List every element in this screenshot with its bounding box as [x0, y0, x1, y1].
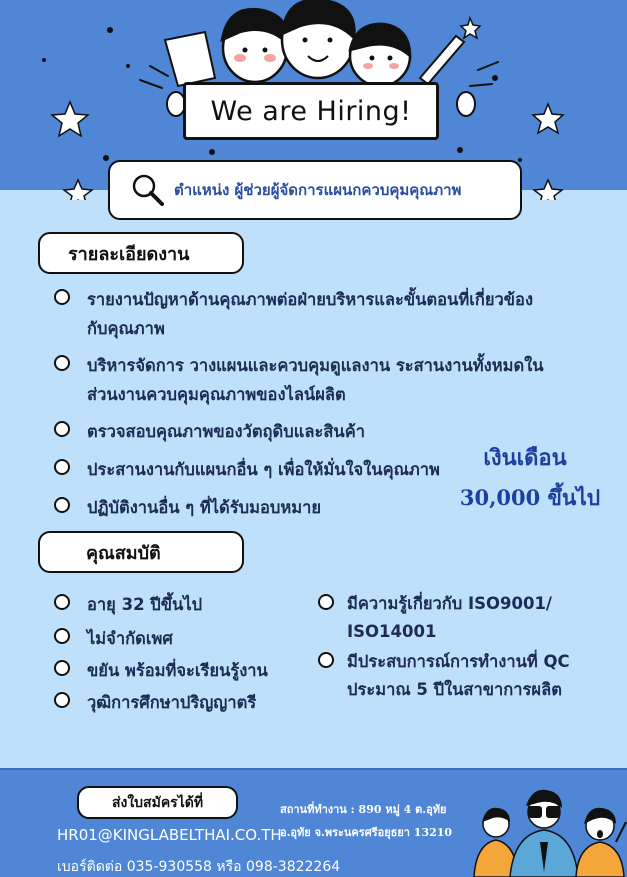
bullet-icon [54, 692, 70, 708]
qual-left-4: วุฒิการศึกษาปริญญาตรี [87, 693, 257, 712]
bullet-icon [54, 660, 70, 676]
list-item [54, 285, 574, 343]
bullet-icon [54, 459, 70, 475]
job-item-1-line1: รายงานปัญหาด้านคุณภาพต่อฝ่ายบริหารและขั้นตอนที่เกี่ยวข้อง [87, 290, 534, 309]
address-line-2: อ.อุทัย จ.พระนครศรีอยุธยา 13210 [280, 826, 453, 839]
address-line-1: สถานที่ทำงาน : 890 หมู่ 4 ต.อุทัย [280, 803, 447, 816]
hiring-text: We are Hiring! [210, 95, 412, 127]
list-item [54, 351, 584, 409]
list-item [54, 688, 304, 717]
job-item-1-line2: กับคุณภาพ [87, 319, 165, 338]
bullet-icon [318, 652, 334, 668]
job-item-2-line2: ส่วนงานควบคุมคุณภาพของไลน์ผลิต [87, 385, 346, 404]
bullet-icon [54, 421, 70, 437]
bullet-icon [54, 497, 70, 513]
contact-email[interactable]: HR01@KINGLABELTHAI.CO.TH [57, 826, 282, 844]
job-details-heading-text: รายละเอียดงาน [68, 243, 190, 265]
list-item [318, 590, 608, 646]
job-item-3: ตรวจสอบคุณภาพของวัตถุดิบและสินค้า [87, 422, 365, 441]
list-item [54, 493, 474, 522]
list-item [54, 624, 284, 653]
search-icon [130, 172, 166, 208]
salary-amount: 30,000 ขึ้นไป [459, 485, 601, 510]
salary-label: เงินเดือน [483, 445, 567, 471]
qualifications-heading-text: คุณสมบัติ [86, 542, 161, 564]
contact-phone[interactable]: เบอร์ติดต่อ 035-930558 หรือ 098-3822264 [57, 859, 341, 875]
bullet-icon [54, 628, 70, 644]
position-box [108, 160, 522, 220]
apply-heading-text: ส่งใบสมัครได้ที่ [111, 794, 204, 811]
business-people-illustration [466, 782, 627, 877]
hiring-board [183, 82, 439, 140]
job-item-2-line1: บริหารจัดการ วางแผนและควบคุมดูแลงาน ระสานงานทั้งหมดใน [87, 356, 544, 375]
bullet-icon [54, 355, 70, 371]
bullet-icon [54, 594, 70, 610]
bullet-icon [54, 289, 70, 305]
qual-right-1-line2: ISO14001 [347, 622, 437, 641]
position-title: ตำแหน่ง ผู้ช่วยผู้จัดการแผนกควบคุมคุณภาพ [174, 181, 462, 199]
qual-right-2-line1: มีประสบการณ์การทำงานที่ QC [347, 652, 570, 671]
list-item [54, 590, 284, 619]
qualifications-heading [38, 531, 244, 573]
job-item-4: ประสานงานกับแผนกอื่น ๆ เพื่อให้มั่นใจในคุณภาพ [87, 460, 440, 479]
list-item [54, 656, 304, 685]
qual-right-2-line2: ประมาณ 5 ปีในสาขาการผลิต [347, 680, 562, 699]
bullet-icon [318, 594, 334, 610]
job-item-5: ปฏิบัติงานอื่น ๆ ที่ได้รับมอบหมาย [87, 498, 322, 517]
qual-left-3: ขยัน พร้อมที่จะเรียนรู้งาน [87, 661, 268, 680]
list-item [318, 648, 608, 704]
qual-right-1-line1: มีความรู้เกี่ยวกับ ISO9001/ [347, 594, 552, 613]
list-item [54, 417, 494, 446]
list-item [54, 455, 474, 484]
qual-left-2: ไม่จำกัดเพศ [87, 629, 173, 648]
qual-left-1: อายุ 32 ปีขึ้นไป [87, 595, 203, 614]
apply-heading [77, 786, 238, 819]
job-details-heading [38, 232, 244, 274]
